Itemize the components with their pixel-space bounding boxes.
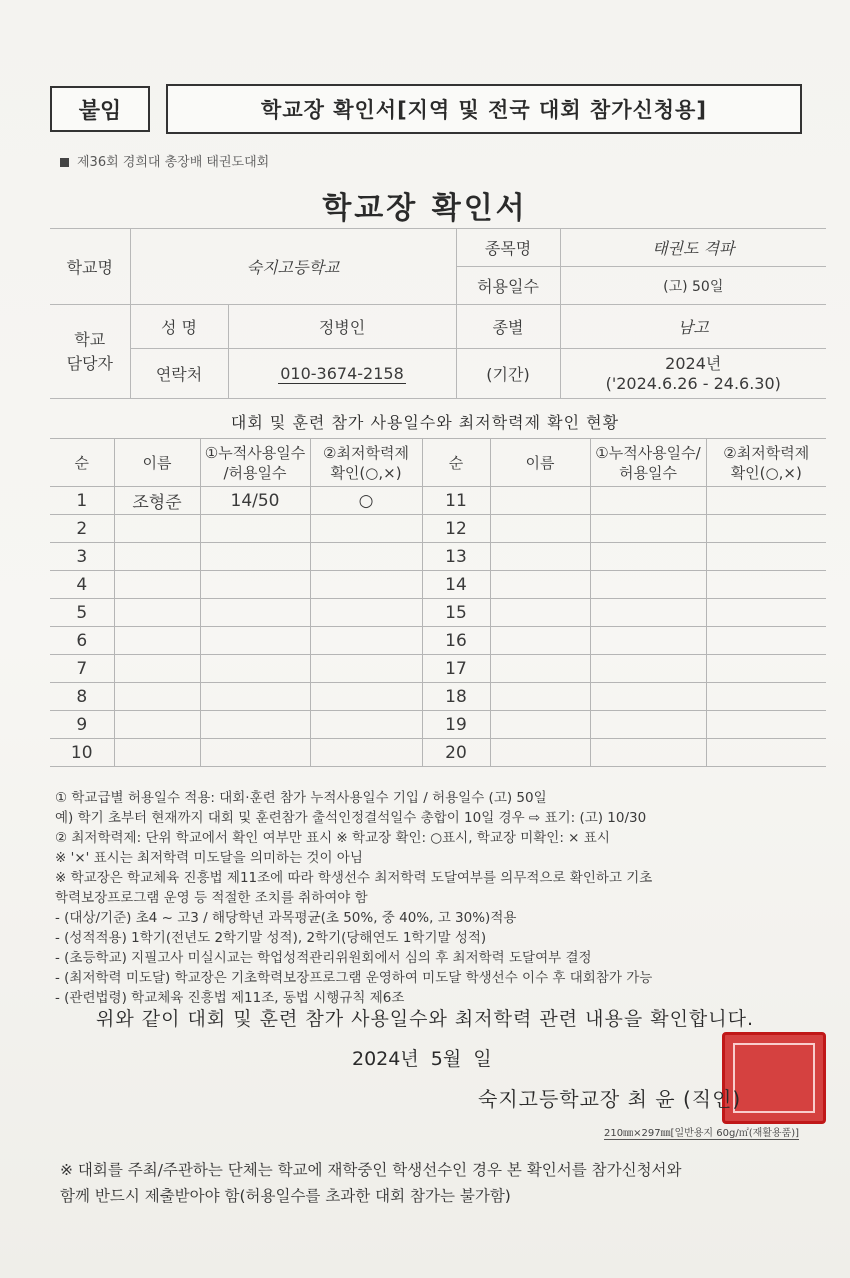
min-academic-check [706,711,826,739]
used-days [590,599,706,627]
min-academic-check [706,739,826,767]
row-number: 3 [50,543,114,571]
row-number: 6 [50,627,114,655]
participation-table [50,438,826,767]
min-academic-check [706,487,826,515]
used-days [590,627,706,655]
min-academic-check [310,599,422,627]
min-academic-check [706,627,826,655]
section-title: 대회 및 훈련 참가 사용일수와 최저학력제 확인 현황 [230,413,620,432]
student-name [490,599,590,627]
student-name [490,515,590,543]
allowed-days-value: (고) 50일 [560,267,826,305]
row-number: 15 [422,599,490,627]
min-academic-check [706,515,826,543]
info-table [50,228,826,399]
row-number: 2 [50,515,114,543]
school-value: 숙지고등학교 [130,229,456,305]
student-name [490,655,590,683]
student-name [114,711,200,739]
used-days [200,543,310,571]
contact-label: 연락처 [130,349,228,399]
student-name [490,739,590,767]
table-header-row [50,439,826,487]
period-range: ('2024.6.26 - 24.6.30) [605,373,781,393]
student-name [490,571,590,599]
table-row [50,487,826,515]
row-number: 7 [50,655,114,683]
row-number: 16 [422,627,490,655]
note-line: ※ '×' 표시는 최저학력 미도달을 의미하는 것이 아님 [55,850,363,866]
min-academic-check [310,739,422,767]
confirm-statement: 위와 같이 대회 및 훈련 참가 사용일수와 최저학력 관련 내용을 확인합니다. [95,1008,755,1030]
table-row [50,711,826,739]
col-header: ①누적사용일수 /허용일수 [200,439,310,487]
principal-signature: 숙지고등학교장 최 윤 (직인) [478,1087,742,1111]
row-number: 14 [422,571,490,599]
row-number: 20 [422,739,490,767]
contact-cell [228,349,456,399]
bottom-note-line: ※ 대회를 주최/주관하는 단체는 학교에 재학중인 학생선수인 경우 본 확인서를 참가신청서와 [60,1161,682,1179]
document-heading: 학교장 확인서[지역 및 전국 대회 참가신청용] [166,84,802,134]
used-days [590,571,706,599]
col-header: ①누적사용일수/ 허용일수 [590,439,706,487]
note-line: - (성적적용) 1학기(전년도 2학기말 성적), 2학기(당해연도 1학기말 성적) [55,930,487,946]
bottom-note [60,1157,840,1209]
used-days [590,739,706,767]
document-date: 2024년 5월 일 [352,1048,492,1070]
note-line: ① 학교급별 허용일수 적용: 대회·훈련 참가 누적사용일수 기입 / 허용일수 (고) 50일 [55,790,547,806]
used-days [200,655,310,683]
used-days [200,683,310,711]
row-number: 17 [422,655,490,683]
page-title: 학교장 확인서 [322,191,528,226]
col-header: ②최저학력제 확인(○,×) [310,439,422,487]
event-line [60,151,269,170]
event-type-value: 태권도 격파 [560,229,826,267]
student-name [114,571,200,599]
paper-size-note: 210㎜×297㎜[일반용지 60g/㎡(재활용품)] [604,1124,799,1140]
row-number: 18 [422,683,490,711]
table-row [50,515,826,543]
student-name [490,543,590,571]
note-line: - (최저학력 미도달) 학교장은 기초학력보장프로그램 운영하여 미도달 학생선수 이수 후 대회참가 가능 [55,970,653,986]
min-academic-check [310,627,422,655]
student-name [114,543,200,571]
table-row [50,571,826,599]
note-line: ② 최저학력제: 단위 학교에서 확인 여부만 표시 ※ 학교장 확인: ○표시, 학교장 미확인: × 표시 [55,830,610,846]
used-days [200,571,310,599]
event-type-label: 종목명 [456,229,560,267]
name-label: 성 명 [130,305,228,349]
used-days [200,599,310,627]
col-header: 이름 [490,439,590,487]
gender-value: 남고 [560,305,826,349]
min-academic-check [706,683,826,711]
note-line: - (대상/기준) 초4 ~ 고3 / 해당학년 과목평균(초 50%, 중 40%, 고 30%)적용 [55,910,517,926]
used-days [200,711,310,739]
note-line: - (초등학교) 지필고사 미실시교는 학업성적관리위원회에서 심의 후 최저학력 도달여부 결정 [55,950,592,966]
contact-value: 010-3674-2158 [280,364,404,383]
student-name [114,599,200,627]
min-academic-check [310,515,422,543]
student-name [114,739,200,767]
row-number: 1 [50,487,114,515]
attachment-label: 붙임 [50,86,150,132]
used-days [590,515,706,543]
period-label: (기간) [456,349,560,399]
name-value: 정병인 [228,305,456,349]
table-row [50,683,826,711]
used-days [200,739,310,767]
manager-label: 학교 담당자 [50,305,130,399]
student-name [114,515,200,543]
min-academic-check [706,571,826,599]
used-days [590,543,706,571]
table-row [50,655,826,683]
row-number: 10 [50,739,114,767]
min-academic-check [706,655,826,683]
note-line: 예) 학기 초부터 현재까지 대회 및 훈련참가 출석인정결석일수 총합이 10일 경우 ⇨ 표기: (고) 10/30 [55,810,647,826]
table-row [50,627,826,655]
col-header: 이름 [114,439,200,487]
min-academic-check [310,711,422,739]
student-name [114,655,200,683]
min-academic-check [706,543,826,571]
min-academic-check [310,543,422,571]
min-academic-check [706,599,826,627]
period-cell [560,349,826,399]
table-row [50,543,826,571]
student-name: 조형준 [114,487,200,515]
col-header: ②최저학력제 확인(○,×) [706,439,826,487]
row-number: 11 [422,487,490,515]
col-header: 순 [422,439,490,487]
row-number: 12 [422,515,490,543]
gender-label: 종별 [456,305,560,349]
min-academic-check [310,683,422,711]
min-academic-check: ○ [310,487,422,515]
note-line: - (관련법령) 학교체육 진흥법 제11조, 동법 시행규칙 제6조 [55,990,405,1006]
notes-section [55,788,835,1008]
used-days: 14/50 [200,487,310,515]
used-days [590,487,706,515]
student-name [490,683,590,711]
col-header: 순 [50,439,114,487]
used-days [590,711,706,739]
student-name [490,627,590,655]
used-days [590,683,706,711]
table-row [50,599,826,627]
used-days [590,655,706,683]
row-number: 19 [422,711,490,739]
school-label: 학교명 [50,229,130,305]
allowed-days-label: 허용일수 [456,267,560,305]
student-name [490,711,590,739]
event-name: 제36회 경희대 총장배 태권도대회 [77,155,270,170]
note-line: 학력보장프로그램 운영 등 적절한 조치를 취하여야 함 [55,890,368,906]
student-name [114,627,200,655]
min-academic-check [310,571,422,599]
student-name [490,487,590,515]
used-days [200,515,310,543]
row-number: 8 [50,683,114,711]
row-number: 9 [50,711,114,739]
row-number: 5 [50,599,114,627]
note-line: ※ 학교장은 학교체육 진흥법 제11조에 따라 학생선수 최저학력 도달여부를 의무적으로 확인하고 기초 [55,870,653,886]
bullet-square-icon [60,158,69,167]
bottom-note-line: 함께 반드시 제출받아야 함(허용일수를 초과한 대회 참가는 불가함) [60,1187,511,1205]
student-name [114,683,200,711]
period-year: 2024년 [665,353,722,373]
min-academic-check [310,655,422,683]
row-number: 4 [50,571,114,599]
used-days [200,627,310,655]
table-row [50,739,826,767]
row-number: 13 [422,543,490,571]
